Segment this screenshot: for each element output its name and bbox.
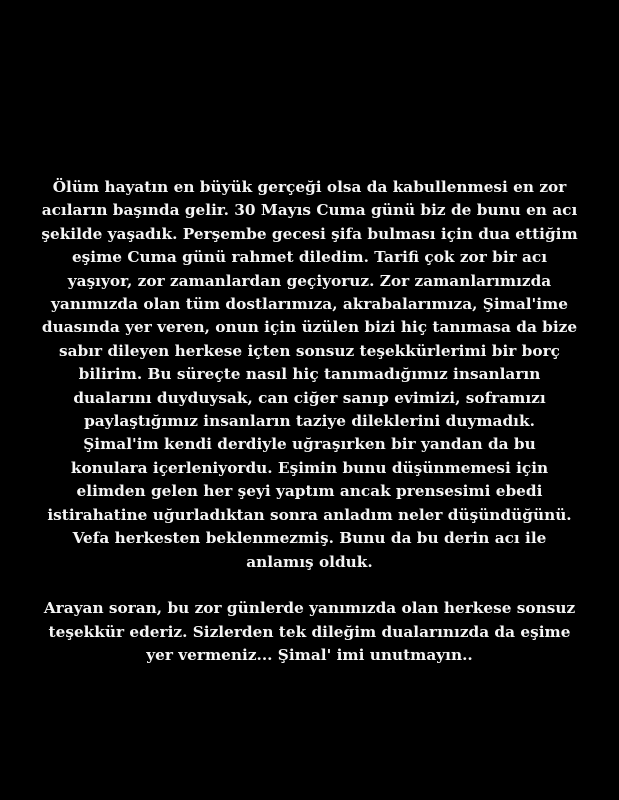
message-line: konulara içerleniyordu. Eşimin bunu düşünmemesi için bbox=[70, 458, 549, 477]
message-line: eşime Cuma günü rahmet diledim. Tarifi çok zor bir acı bbox=[71, 248, 548, 267]
message-line: bilirim. Bu süreçte nasıl hiç tanımadığımız insanların bbox=[78, 365, 541, 384]
message-paragraph-2 bbox=[6, 597, 613, 667]
message-line: Ölüm hayatın en büyük gerçeği olsa da kabullenmesi en zor bbox=[52, 178, 567, 196]
message-line: Vefa herkesten beklenmezmiş. Bunu da bu derin acı ile bbox=[72, 529, 547, 548]
paragraph-gap bbox=[6, 574, 613, 597]
message-line: yaşıyor, zor zamanlardan geçiyoruz. Zor zamanlarımızda bbox=[67, 271, 552, 290]
message-line: acıların başında gelir. 30 Mayıs Cuma günü biz de bunu en acı bbox=[41, 201, 578, 220]
message-line: anlamış olduk. bbox=[246, 552, 373, 571]
message-line: Arayan soran, bu zor günlerde yanımızda olan herkese sonsuz bbox=[43, 599, 576, 618]
message-line: istirahatine uğurladıktan sonra anladım neler düşündüğünü. bbox=[47, 505, 572, 524]
message-line: duasında yer veren, onun için üzülen bizi hiç tanımasa da bize bbox=[41, 318, 578, 337]
message-line: yer vermeniz... Şimal' imi unutmayın.. bbox=[146, 646, 473, 665]
message-line: paylaştığımız insanların taziye dileklerini duymadık. bbox=[84, 412, 535, 431]
message-line: şekilde yaşadık. Perşembe gecesi şifa bulması için dua ettiğim bbox=[41, 224, 578, 243]
condolence-message bbox=[6, 176, 613, 668]
message-line: teşekkür ederiz. Sizlerden tek dileğim dualarınızda da eşime bbox=[48, 622, 571, 641]
message-line: yanımızda olan tüm dostlarımıza, akrabalarımıza, Şimal'ime bbox=[51, 295, 568, 314]
message-line: dualarını duyduysak, can ciğer sanıp evimizi, soframızı bbox=[73, 388, 546, 407]
message-line: sabır dileyen herkese içten sonsuz teşekkürlerimi bir borç bbox=[59, 341, 560, 360]
message-line: Şimal'im kendi derdiyle uğraşırken bir yandan da bu bbox=[83, 435, 536, 454]
message-line: elimden gelen her şeyi yaptım ancak prensesimi ebedi bbox=[76, 482, 543, 501]
message-paragraph-1 bbox=[6, 176, 613, 574]
